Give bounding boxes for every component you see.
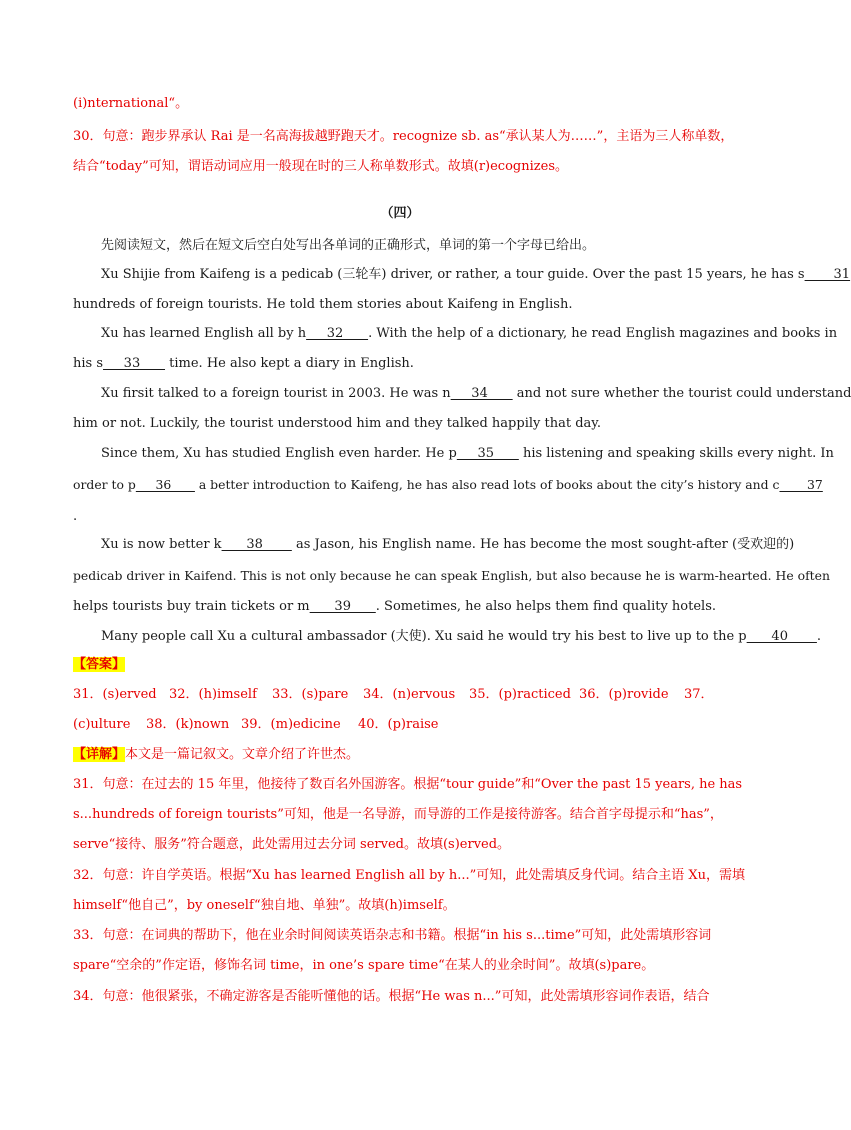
- explanation-line: himself“他自己”，by oneself“独自地、单独”。故填(h)imself。: [73, 898, 456, 913]
- passage-line: pedicab driver in Kaifend. This is not only because he can speak English, but also because he is warm-hearted. He often: [73, 568, 830, 583]
- answer-label-line: [73, 656, 125, 674]
- passage-text: a better introduction to Kaifeng, he has also read lots of books about the city’s history and c: [194, 477, 780, 492]
- explanation-line: spare“空余的”作定语，修饰名词 time，in one’s spare time“在某人的业余时间”。故填(s)pare。: [73, 958, 655, 973]
- blank-40: 40: [746, 629, 817, 644]
- answer-continuation: (i)nternational“。: [73, 96, 189, 111]
- explanation-line: 32．句意：许自学英语。根据“Xu has learned English all by h...”可知，此处需填反身代词。结合主语 Xu，需填: [73, 868, 746, 883]
- passage-line: him or not. Luckily, the tourist understood him and they talked happily that day.: [73, 416, 602, 431]
- passage-text: Since them, Xu has studied English even harder. He p: [101, 446, 457, 461]
- answer-item: 40．(p)raise: [358, 717, 439, 732]
- answer-item: 33．(s)pare: [272, 687, 349, 702]
- passage-line: [73, 355, 414, 373]
- blank-34: 34: [450, 386, 513, 401]
- answer-item: 38．(k)nown: [146, 717, 230, 732]
- passage-text: Many people call Xu a cultural ambassador (大使). Xu said he would try his best to live up to the p: [101, 629, 747, 644]
- passage-text: and not sure whether the tourist could understand: [512, 386, 851, 401]
- answer-item: 36．(p)rovide: [579, 687, 669, 702]
- explanation-line: 31．句意：在过去的 15 年里，他接待了数百名外国游客。根据“tour guide”和“Over the past 15 years, he has: [73, 777, 743, 792]
- answer-label: 【答案】: [73, 657, 126, 672]
- passage-text: as Jason, his English name. He has become the most sought-after (受欢迎的): [291, 537, 795, 552]
- answer-item: 37．: [684, 687, 714, 702]
- blank-37: 37: [779, 477, 823, 492]
- answer-item: (c)ulture: [73, 717, 131, 732]
- blank-33: 33: [103, 356, 166, 371]
- passage-line: [73, 476, 823, 494]
- answer-item: 34．(n)ervous: [363, 687, 456, 702]
- explanation-30-line2: 结合“today”可知，谓语动词应用一般现在时的三人称单数形式。故填(r)ecognizes。: [73, 159, 568, 174]
- passage-line: [101, 385, 851, 403]
- passage-text: . With the help of a dictionary, he read English magazines and books in: [368, 326, 838, 341]
- explanation-line: s...hundreds of foreign tourists”可知，他是一名导游，而导游的工作是接待游客。结合首字母提示和“has”，: [73, 807, 723, 822]
- passage-text: .: [816, 629, 822, 644]
- passage-line: hundreds of foreign tourists. He told them stories about Kaifeng in English.: [73, 297, 573, 312]
- passage-line: [73, 598, 716, 616]
- passage-text: order to p: [73, 477, 136, 492]
- section-title: （四）: [380, 206, 420, 221]
- passage-line: [101, 536, 794, 554]
- blank-39: 39: [309, 599, 376, 614]
- passage-text: his listening and speaking skills every night. In: [518, 446, 834, 461]
- passage-text: Xu has learned English all by h: [101, 326, 307, 341]
- passage-line: .: [73, 509, 78, 524]
- answer-item: 31．(s)erved: [73, 687, 157, 702]
- passage-line: [101, 628, 821, 646]
- explain-label: 【详解】: [73, 747, 126, 762]
- passage-line: [101, 266, 850, 284]
- passage-text: helps tourists buy train tickets or m: [73, 599, 310, 614]
- instruction: 先阅读短文，然后在短文后空白处写出各单词的正确形式，单词的第一个字母已给出。: [101, 238, 596, 253]
- answer-item: 35．(p)racticed: [469, 687, 571, 702]
- explanation-line: 33．句意：在词典的帮助下，他在业余时间阅读英语杂志和书籍。根据“in his s...time”可知，此处需填形容词: [73, 928, 712, 943]
- explanation-line: 34．句意：他很紧张，不确定游客是否能听懂他的话。根据“He was n...”可知，此处需填形容词作表语，结合: [73, 989, 710, 1004]
- blank-35: 35: [456, 446, 519, 461]
- explanation-line: serve“接待、服务”符合题意，此处需用过去分词 served。故填(s)erved。: [73, 837, 511, 852]
- blank-32: 32: [306, 326, 369, 341]
- explanation-30-line1: 30．句意：跑步界承认 Rai 是一名高海拔越野跑天才。recognize sb. as“承认某人为……”，主语为三人称单数，: [73, 129, 734, 144]
- answer-item: 39．(m)edicine: [241, 717, 341, 732]
- blank-31: 31: [804, 267, 851, 282]
- passage-text: Xu Shijie from Kaifeng is a pedicab (三轮车) driver, or rather, a tour guide. Over the past 15 years, he has s: [101, 267, 805, 282]
- passage-text: time. He also kept a diary in English.: [165, 356, 414, 371]
- passage-text: Xu firsit talked to a foreign tourist in 2003. He was n: [101, 386, 451, 401]
- passage-line: [101, 325, 837, 343]
- passage-text: Xu is now better k: [101, 537, 222, 552]
- passage-line: [101, 445, 834, 463]
- passage-text: . Sometimes, he also helps them find quality hotels.: [375, 599, 717, 614]
- passage-text: his s: [73, 356, 104, 371]
- blank-38: 38: [221, 537, 292, 552]
- blank-36: 36: [135, 477, 195, 492]
- answer-item: 32．(h)imself: [169, 687, 257, 702]
- explain-intro: 本文是一篇记叙文。文章介绍了许世杰。: [125, 747, 360, 762]
- explain-header: [73, 746, 359, 764]
